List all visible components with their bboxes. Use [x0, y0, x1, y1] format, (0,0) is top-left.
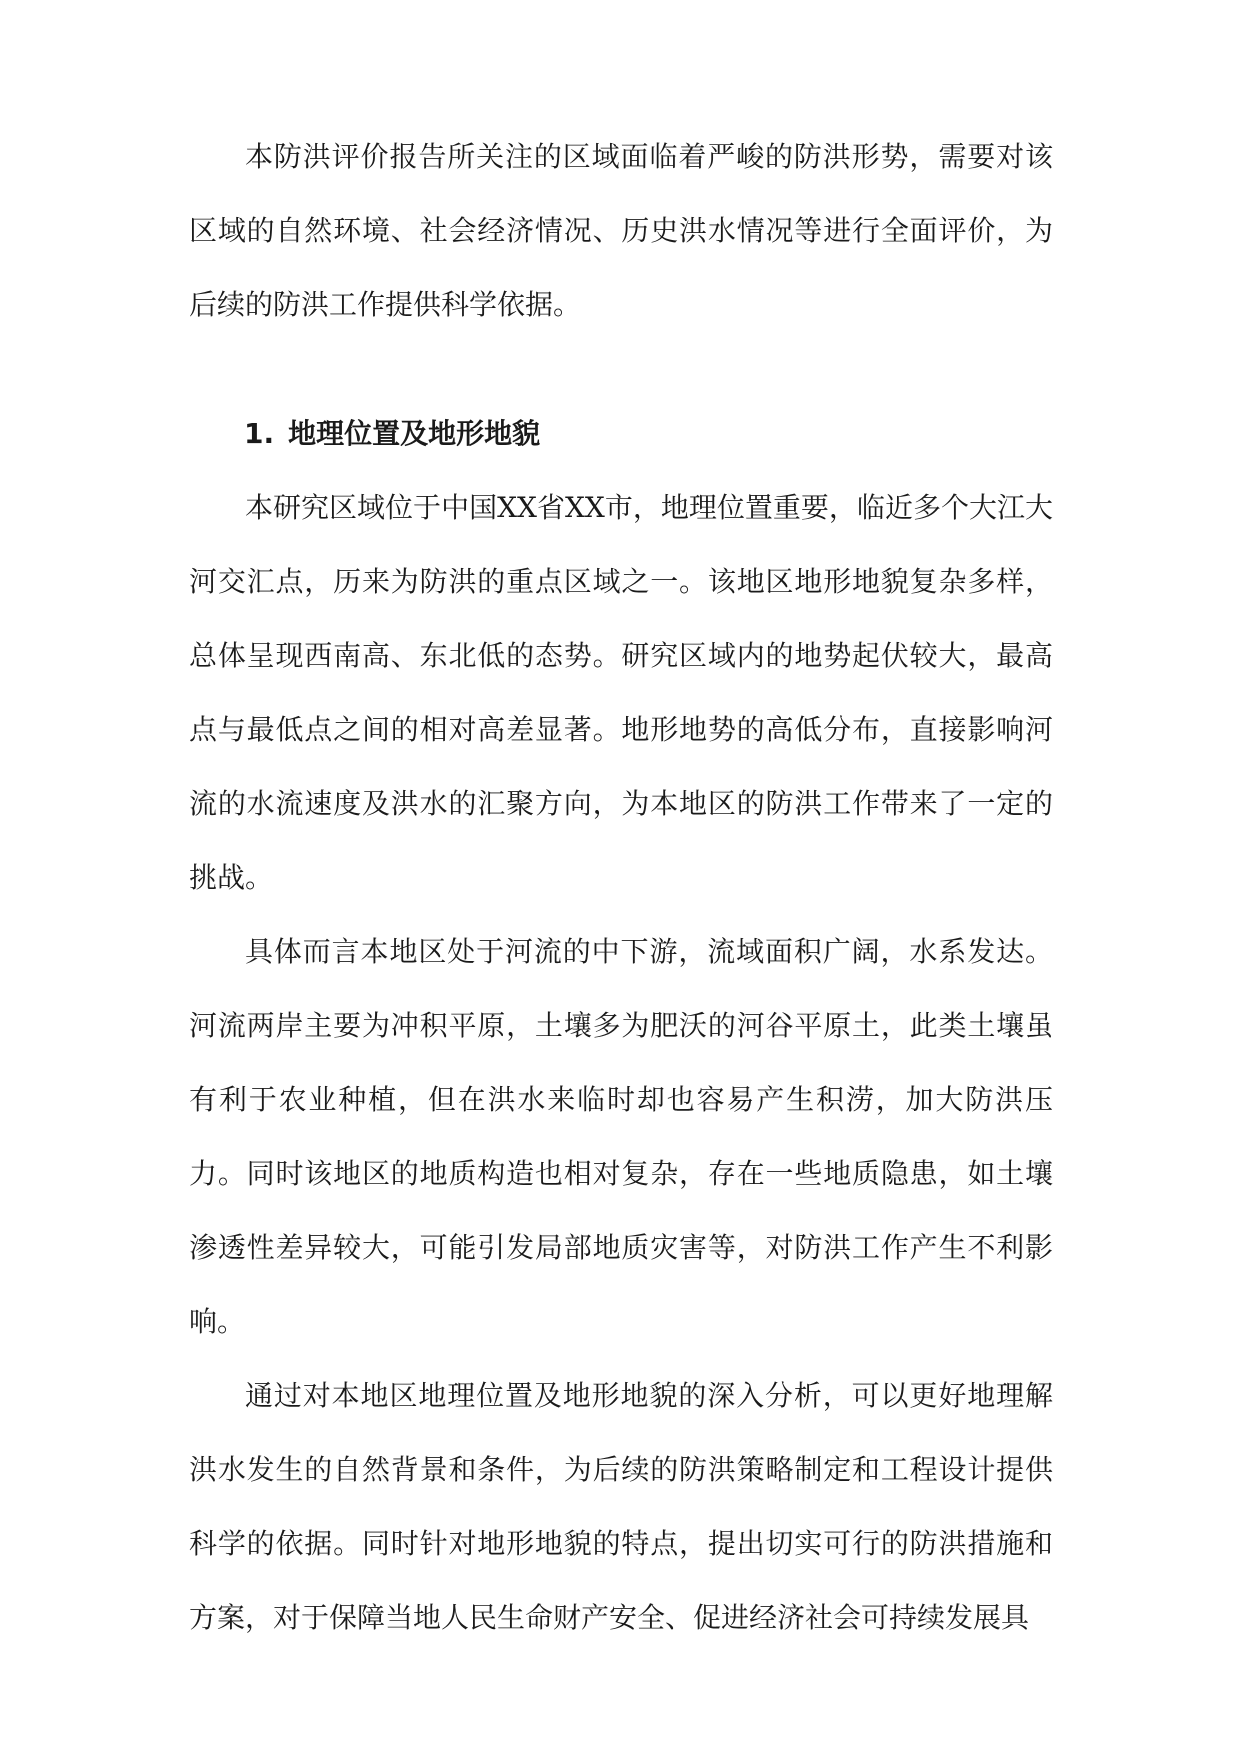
section-title: 地理位置及地形地貌: [288, 417, 541, 450]
body-paragraph-2: 具体而言本地区处于河流的中下游，流域面积广阔，水系发达。河流两岸主要为冲积平原，土壤多为肥沃的河谷平原土，此类土壤虽有利于农业种植，但在洪水来临时却也容易产生积涝，加大防洪压力。同时该地区的地质构造也相对复杂，存在一些地质隐患，如土壤渗透性差异较大，可能引发局部地质灾害等，对防洪工作产生不利影响。: [189, 935, 1053, 1338]
body-paragraph-3: 通过对本地区地理位置及地形地貌的深入分析，可以更好地理解洪水发生的自然背景和条件，为后续的防洪策略制定和工程设计提供科学的依据。同时针对地形地貌的特点，提出切实可行的防洪措施和方案，对于保障当地人民生命财产安全、促进经济社会可持续发展具: [189, 1379, 1053, 1634]
body-paragraph-1: 本研究区域位于中国XX省XX市，地理位置重要，临近多个大江大河交汇点，历来为防洪的重点区域之一。该地区地形地貌复杂多样，总体呈现西南高、东北低的态势。研究区域内的地势起伏较大，最高点与最低点之间的相对高差显著。地形地势的高低分布，直接影响河流的水流速度及洪水的汇聚方向，为本地区的防洪工作带来了一定的挑战。: [189, 491, 1053, 894]
intro-paragraph: 本防洪评价报告所关注的区域面临着严峻的防洪形势，需要对该区域的自然环境、社会经济情况、历史洪水情况等进行全面评价，为后续的防洪工作提供科学依据。: [189, 140, 1053, 321]
body-block: [189, 471, 1053, 1655]
section-number: 1.: [244, 417, 275, 450]
intro-block: [189, 120, 1053, 342]
section-heading: [244, 397, 540, 471]
